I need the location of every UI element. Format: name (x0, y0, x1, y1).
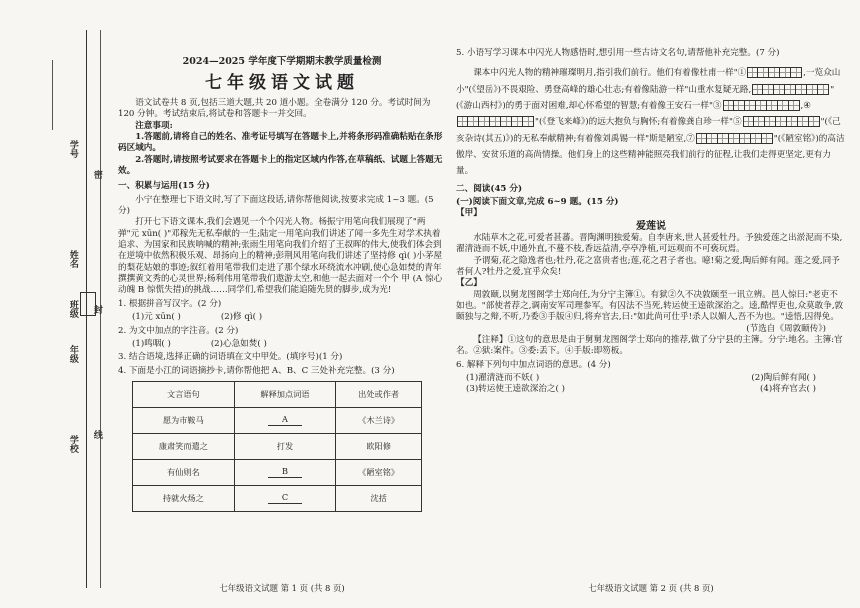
vocab-table (132, 381, 422, 512)
binding-margin (0, 0, 118, 608)
poem-title: 爱莲说 (636, 220, 666, 232)
cut-label-mi: 密 (91, 170, 102, 179)
exam-intro: 语文试卷共 8 页,包括三道大题,共 20 道小题。全卷满分 120 分。考试时间为 120 分钟。考试结束后,将试卷和答题卡一并交回。 (118, 97, 431, 120)
page-1 (118, 0, 446, 608)
cut-label-feng: 封 (91, 305, 102, 314)
table-cell: 欧阳修 (336, 433, 422, 459)
label-name: 姓名 (67, 250, 78, 268)
answer-grid[interactable] (457, 116, 534, 127)
q5-passage: 课本中闪光人物的精神璀璨明月,指引我们前行。他们有着像杜甫一样"① ,一览众山小"(《望岳》)不畏艰险、勇登高峰的雄心壮志;有着像陆游一样"山重水复疑无路, "(《游山西村》)的勇于面对困难,却心怀希望的智慧;有着像王安石一样"③ ,④ "(《登飞来峰》)的远大抱负与胸怀;有着像龚自珍一样"⑤ "(《己亥杂诗(其五)》)的无私奉献精神;有着像刘禹锡一样"斯是陋室,⑦ "(《陋室铭》)的高洁傲岸、安贫乐道的高尚情操。他们身上的这些精神能照亮我们前行的征程,让我们走得更坚定,更有力量。 (456, 68, 845, 177)
table-header: 解释加点词语 (234, 381, 336, 407)
answer-grid[interactable] (747, 67, 802, 78)
q6-item-2: (2)陶后鲜有闻( ) (751, 372, 816, 383)
subsection-1-title: (一)阅读下面文章,完成 6~9 题。(15 分) (456, 196, 619, 207)
answer-grid[interactable] (723, 100, 800, 111)
exam-header: 2024—2025 学年度下学期期末教学质量检测 (182, 56, 382, 67)
table-cell: 打发 (234, 433, 336, 459)
table-row (133, 433, 422, 459)
section-2-title: 二、阅读(45 分) (456, 183, 523, 194)
table-cell: 《木兰诗》 (336, 407, 422, 433)
table-row (133, 459, 422, 485)
jia-paragraph-1: 水陆草木之花,可爱者甚蕃。晋陶渊明独爱菊。自李唐来,世人甚爱牡丹。予独爱莲之出淤泥而不染,濯清涟而不妖,中通外直,不蔓不枝,香远益清,亭亭净植,可远观而不可亵玩焉。 (456, 232, 843, 255)
table-cell: 愿为市鞍马 (133, 407, 235, 433)
label-school: 学校 (67, 435, 78, 453)
notice-1: 1.答题前,请将自己的姓名、准考证号填写在答题卡上,并将条形码准确粘贴在条形码区域内。 (118, 132, 443, 154)
source-note: (节选自《周敦颐传》) (746, 323, 826, 334)
table-row (133, 485, 422, 511)
text-jia-tag: 【甲】 (456, 208, 482, 219)
table-header: 文言语句 (133, 381, 235, 407)
task-intro: 小宁在整理七下语文时,写了下面这段话,请你帮他阅读,按要求完成 1~3 题。(5 分) (118, 194, 434, 217)
table-cell: 《陋室铭》 (336, 459, 422, 485)
notice-2: 2.答题时,请按照考试要求在答题卡上的指定区域内作答,在草稿纸、试题上答题无效。 (118, 154, 443, 177)
q2-option-2: (2)心急如焚( ) (210, 338, 267, 349)
jia-paragraph-2: 予谓菊,花之隐逸者也;牡丹,花之富贵者也;莲,花之君子者也。噫!菊之爱,陶后鲜有闻。莲之爱,同予者何人?牡丹之爱,宜乎众矣! (456, 255, 840, 277)
table-cell: 有仙则名 (133, 459, 235, 485)
q1-option-2: (2)修 qì( ) (220, 312, 263, 323)
table-cell-blank: C (234, 485, 336, 511)
table-header: 出处或作者 (336, 381, 422, 407)
q6-item-1: (1)濯清涟而不妖( ) (466, 372, 540, 383)
q6-item-3: (3)转运使王逵欲深治之( ) (466, 384, 565, 395)
reading-passage: 打开七下语文课本,我们会遇见一个个闪光人物。杨振宁用笔向我们展现了"两弹"元 xūn( )"邓稼先无私奉献的一生;陆定一用笔向我们讲述了闻一多先生对学术执着追求、为国家和民族呐喊的精神;张雨生用笔向我们介绍了王叔晖的伟大,使我们体会到在逆境中依然积极乐观、昂扬向上的精神;彭荆风用笔向我们讲述了坚持修 qì( )小茅屋的梨花姑娘的事迹;叙红着用笔带我们走进了那个绿水环绕流水冲刷,使心急如焚的青年撰撰黄文秀的心灵世界;杨利伟用笔带我们遨游太空,和他一起去面对一个个 甲 (A 惊心动魄 B 惊慌失措)的挑战……同学们,希望我们能追随先贤的脚步,成为光! (118, 217, 443, 296)
yi-paragraph-1: 周敦颐,以舅龙图阁学士郑向任,为分宁主簿①。有狱②久不决敦颐至一讯立辨。邑人惊曰:"老吏不如也。"部使者荐之,调南安军司理参军。有囚法不当死,转运使王逵欲深治之。逵,酷悍吏也,众莫敢争,敦颐独与之辩,不听,乃委③手版④归,将弃官去,曰:"如此尚可仕乎!杀人以媚人,吾不为也。"逵悟,囚得免。 (456, 289, 844, 323)
table-row (133, 407, 422, 433)
answer-grid[interactable] (743, 116, 820, 127)
label-class: 班级 (67, 300, 78, 318)
text-yi-tag: 【乙】 (456, 278, 482, 289)
table-header-row (133, 381, 422, 407)
question-6: 6. 解释下列句中加点词语的意思。(4 分) (456, 359, 611, 370)
cut-label-xian: 线 (91, 430, 102, 439)
section-1-title: 一、积累与运用(15 分) (118, 181, 210, 192)
table-cell: 康肃笑而遣之 (133, 433, 235, 459)
answer-grid[interactable] (752, 84, 829, 95)
question-2: 2. 为文中加点的字注音。(2 分) (118, 325, 239, 336)
table-cell-blank: A (234, 407, 336, 433)
label-student-no: 学号 (67, 140, 78, 158)
label-grade: 年级 (67, 345, 78, 363)
question-1: 1. 根据拼音写汉字。(2 分) (118, 298, 222, 309)
mark-line (52, 60, 53, 130)
question-3: 3. 结合语境,选择正确的词语填在文中甲处。(填序号)(1 分) (118, 352, 343, 363)
q1-option-1: (1)元 xūn( ) (132, 312, 181, 323)
notice-title: 注意事项: (135, 120, 173, 131)
page-2 (456, 0, 846, 608)
page-2-footer: 七年级语文试题 第 2 页 (共 8 页) (588, 582, 714, 593)
table-cell-blank: B (234, 459, 336, 485)
annotation-note: 【注释】①这句的意思是由于舅舅龙图阁学士郑向的推荐,做了分宁县的主簿。分宁:地名。主簿:官名。②狱:案件。③委:丢下。④手版:即笏板。 (456, 334, 843, 357)
q2-option-1: (1)鸣咽( ) (132, 338, 171, 349)
exam-title: 七年级语文试题 (205, 72, 359, 93)
binding-box (80, 292, 96, 316)
answer-grid[interactable] (696, 133, 773, 144)
q6-item-4: (4)将弃官去( ) (760, 384, 816, 395)
page-1-footer: 七年级语文试题 第 1 页 (共 8 页) (219, 582, 345, 593)
question-5: 5. 小语写学习课本中闪光人物感悟时,想引用一些古诗文名句,请帮他补充完整。(7 分) (456, 48, 780, 58)
table-cell: 持就火炀之 (133, 485, 235, 511)
question-4: 4. 下面是小江的词语摘抄卡,请你帮他把 A、B、C 三处补充完整。(3 分) (118, 365, 395, 376)
table-cell: 沈括 (336, 485, 422, 511)
